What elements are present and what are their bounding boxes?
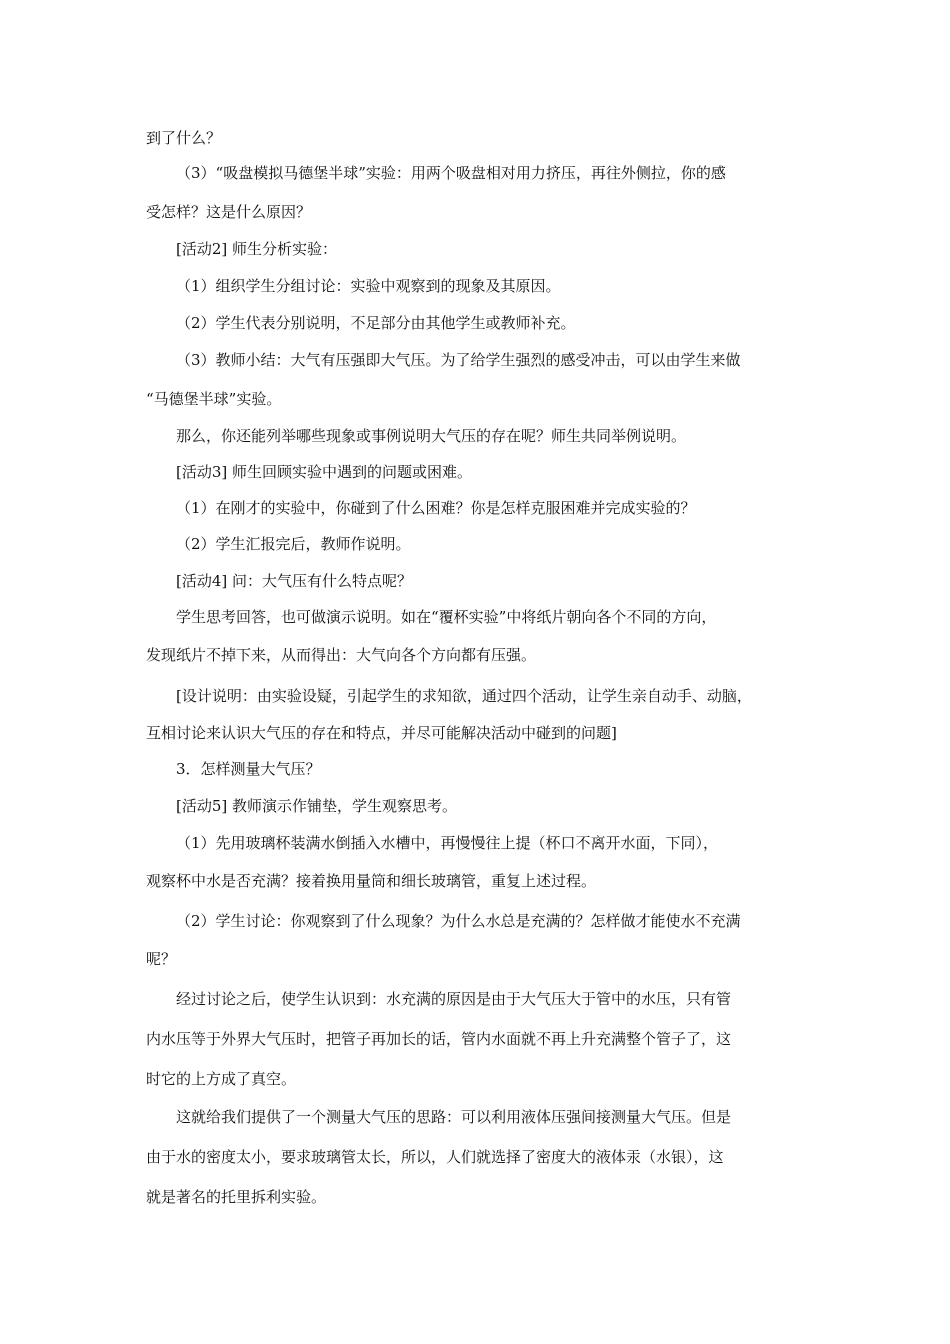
design-note: [设计说明：由实验设疑，引起学生的求知欲，通过四个活动，让学生亲自动手、动脑，: [176, 687, 752, 705]
text-line: 经过讨论之后，使学生认识到：水充满的原因是由于大气压大于管中的水压，只有管: [176, 990, 732, 1008]
text-line: 那么，你还能列举哪些现象或事例说明大气压的存在呢？师生共同举例说明。: [176, 427, 687, 445]
text-line: （2）学生讨论：你观察到了什么现象？为什么水总是充满的？怎样做才能使水不充满: [176, 912, 741, 930]
activity-heading: [活动2] 师生分析实验：: [176, 240, 338, 258]
text-line: 呢？: [146, 950, 177, 968]
text-line: （1）组织学生分组讨论：实验中观察到的现象及其原因。: [176, 277, 561, 295]
text-line: （3）教师小结：大气有压强即大气压。为了给学生强烈的感受冲击，可以由学生来做: [176, 351, 741, 369]
text-line: 到了什么？: [146, 129, 222, 147]
text-line: 时它的上方成了真空。: [146, 1070, 297, 1088]
text-line: “马德堡半球”实验。: [146, 390, 282, 408]
section-heading: 3．怎样测量大气压？: [176, 760, 321, 778]
text-line: 就是著名的托里拆利实验。: [146, 1188, 327, 1206]
text-line: （2）学生代表分别说明，不足部分由其他学生或教师补充。: [176, 314, 576, 332]
text-line: 受怎样？这是什么原因？: [146, 203, 312, 221]
text-line: （2）学生汇报完后，教师作说明。: [176, 535, 411, 553]
text-line: 观察杯中水是否充满？接着换用量筒和细长玻璃管，重复上述过程。: [146, 872, 597, 890]
text-line: 这就给我们提供了一个测量大气压的思路：可以利用液体压强间接测量大气压。但是: [176, 1108, 732, 1126]
text-line: 发现纸片不掉下来，从而得出：大气向各个方向都有压强。: [146, 646, 537, 664]
design-note: 互相讨论来认识大气压的存在和特点，并尽可能解决活动中碰到的问题]: [146, 724, 617, 742]
activity-heading: [活动4] 问：大气压有什么特点呢？: [176, 572, 413, 590]
text-line: 由于水的密度太小，要求玻璃管太长，所以，人们就选择了密度大的液体汞（水银），这: [146, 1148, 724, 1166]
text-line: 内水压等于外界大气压时，把管子再加长的话，管内水面就不再上升充满整个管子了，这: [146, 1030, 732, 1048]
text-line: （1）在刚才的实验中，你碰到了什么困难？你是怎样克服困难并完成实验的？: [176, 499, 696, 517]
text-line: 学生思考回答，也可做演示说明。如在“覆杯实验”中将纸片朝向各个不同的方向，: [176, 608, 717, 626]
text-line: （1）先用玻璃杯装满水倒插入水槽中，再慢慢往上提（杯口不离开水面，下同），: [176, 834, 719, 852]
text-line: （3）“吸盘模拟马德堡半球”实验：用两个吸盘相对用力挤压，再往外侧拉，你的感: [176, 164, 726, 182]
activity-heading: [活动5] 教师演示作铺垫，学生观察思考。: [176, 797, 458, 815]
activity-heading: [活动3] 师生回顾实验中遇到的问题或困难。: [176, 463, 473, 481]
